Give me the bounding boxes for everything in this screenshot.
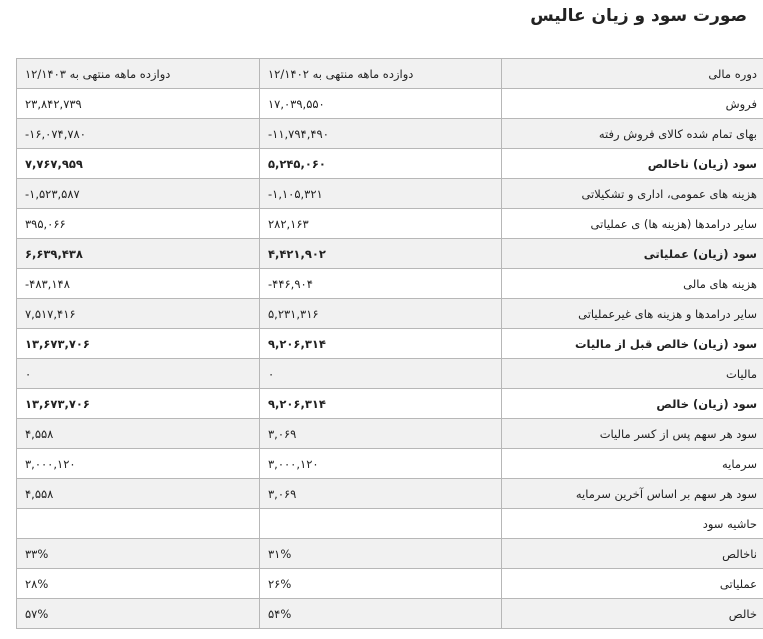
value-1402: ۳,۰۶۹	[260, 479, 502, 509]
table-row	[17, 299, 763, 329]
value-1403: ۱,۵۲۳,۵۸۷-	[17, 179, 260, 209]
table-row	[17, 569, 763, 599]
value-1402: ۴,۴۲۱,۹۰۲	[260, 239, 502, 269]
table-row	[17, 539, 763, 569]
row-label: هزینه های عمومی، اداری و تشکیلاتی	[502, 179, 763, 209]
value-1403: ۴,۵۵۸	[17, 479, 260, 509]
table-row	[17, 509, 763, 539]
table-row	[17, 329, 763, 359]
table-row	[17, 449, 763, 479]
value-1403: ۳۳%	[17, 539, 260, 569]
row-label: حاشیه سود	[502, 509, 763, 539]
value-1402: ۳,۰۰۰,۱۲۰	[260, 449, 502, 479]
value-1402: ۵۴%	[260, 599, 502, 629]
value-1402: ۱۷,۰۳۹,۵۵۰	[260, 89, 502, 119]
row-label: سود (زیان) ناخالص	[502, 149, 763, 179]
value-1403: ۰	[17, 359, 260, 389]
value-1402: ۵,۲۳۱,۳۱۶	[260, 299, 502, 329]
row-label: سود (زیان) عملیاتی	[502, 239, 763, 269]
table-row	[17, 239, 763, 269]
table-row	[17, 119, 763, 149]
value-1403	[17, 509, 260, 539]
value-1403: ۴,۵۵۸	[17, 419, 260, 449]
table-row	[17, 479, 763, 509]
table-row	[17, 599, 763, 629]
value-1403: ۶,۶۳۹,۴۳۸	[17, 239, 260, 269]
table-row	[17, 149, 763, 179]
page-title: صورت سود و زیان عالیس	[530, 6, 747, 26]
value-1402: ۵,۲۴۵,۰۶۰	[260, 149, 502, 179]
row-label: ناخالص	[502, 539, 763, 569]
value-1402: ۹,۲۰۶,۳۱۴	[260, 389, 502, 419]
table-row	[17, 179, 763, 209]
value-1402: ۴۴۶,۹۰۴-	[260, 269, 502, 299]
value-1403: ۵۷%	[17, 599, 260, 629]
value-1403: ۲۳,۸۴۲,۷۳۹	[17, 89, 260, 119]
value-1402: ۳,۰۶۹	[260, 419, 502, 449]
row-label: سایر درامدها (هزینه ها) ی عملیاتی	[502, 209, 763, 239]
value-1403: ۳,۰۰۰,۱۲۰	[17, 449, 260, 479]
table-row	[17, 389, 763, 419]
row-label: سود (زیان) خالص	[502, 389, 763, 419]
value-1403: ۷,۵۱۷,۴۱۶	[17, 299, 260, 329]
value-1402: ۱,۱۰۵,۳۲۱-	[260, 179, 502, 209]
value-1403: ۱۶,۰۷۴,۷۸۰-	[17, 119, 260, 149]
table-row	[17, 89, 763, 119]
row-label: هزینه های مالی	[502, 269, 763, 299]
table-row	[17, 419, 763, 449]
row-label: فروش	[502, 89, 763, 119]
table-row	[17, 209, 763, 239]
value-1402: ۹,۲۰۶,۳۱۴	[260, 329, 502, 359]
value-1403: ۲۸%	[17, 569, 260, 599]
value-1403: ۷,۷۶۷,۹۵۹	[17, 149, 260, 179]
row-label: سرمایه	[502, 449, 763, 479]
value-1402: ۱۱,۷۹۴,۴۹۰-	[260, 119, 502, 149]
header-column-1402: دوازده ماهه منتهی به ۱۲/۱۴۰۲	[260, 59, 502, 89]
row-label: سایر درامدها و هزینه های غیرعملیاتی	[502, 299, 763, 329]
value-1402	[260, 509, 502, 539]
table-header-row	[17, 59, 763, 89]
header-column-1403: دوازده ماهه منتهی به ۱۲/۱۴۰۳	[17, 59, 260, 89]
table-row	[17, 269, 763, 299]
value-1403: ۱۳,۶۷۳,۷۰۶	[17, 389, 260, 419]
value-1403: ۴۸۳,۱۴۸-	[17, 269, 260, 299]
value-1402: ۲۸۲,۱۶۳	[260, 209, 502, 239]
row-label: عملیاتی	[502, 569, 763, 599]
value-1402: ۳۱%	[260, 539, 502, 569]
row-label: سود هر سهم بر اساس آخرین سرمایه	[502, 479, 763, 509]
value-1402: ۲۶%	[260, 569, 502, 599]
row-label: سود (زیان) خالص قبل از مالیات	[502, 329, 763, 359]
table-row	[17, 359, 763, 389]
row-label: سود هر سهم پس از کسر مالیات	[502, 419, 763, 449]
header-period-label: دوره مالی	[502, 59, 763, 89]
row-label: خالص	[502, 599, 763, 629]
value-1403: ۱۳,۶۷۳,۷۰۶	[17, 329, 260, 359]
row-label: بهای تمام شده کالای فروش رفته	[502, 119, 763, 149]
value-1403: ۳۹۵,۰۶۶	[17, 209, 260, 239]
value-1402: ۰	[260, 359, 502, 389]
income-statement-table	[16, 58, 763, 629]
row-label: مالیات	[502, 359, 763, 389]
